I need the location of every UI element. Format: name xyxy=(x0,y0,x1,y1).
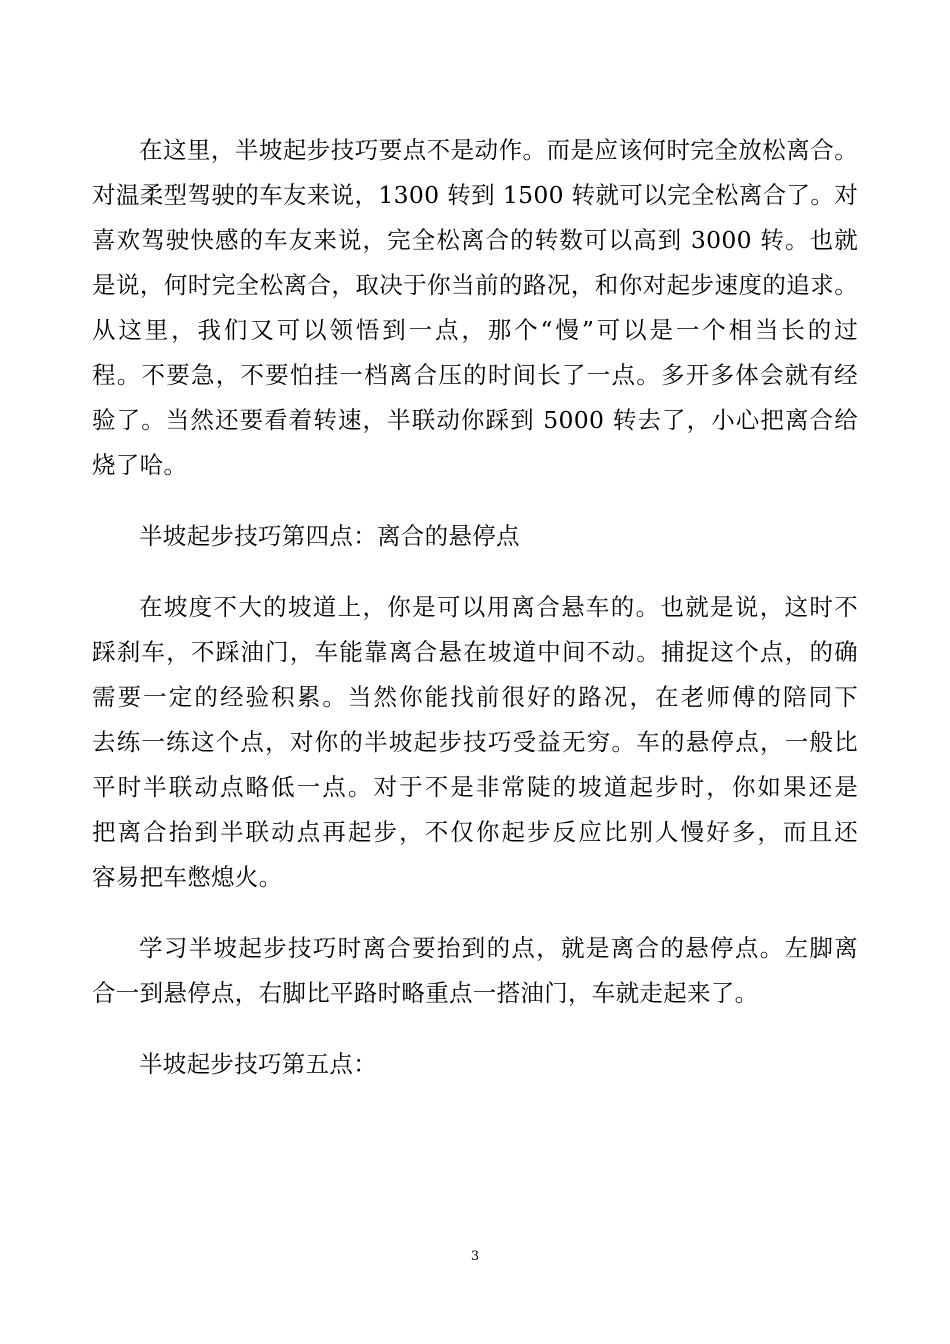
paragraph-hover-point xyxy=(92,585,858,900)
text-line: 踩刹车，不踩油门，车能靠离合悬在坡道中间不动。捕捉这个点，的确 xyxy=(92,638,858,666)
text-line: 学习半坡起步技巧时离合要抬到的点，就是离合的悬停点。左脚离 xyxy=(139,934,858,962)
document-body xyxy=(92,128,858,1113)
text-line: 对温柔型驾驶的车友来说，1300 转到 1500 转就可以完全松离合了。对 xyxy=(92,181,858,209)
text-line: 容易把车憋熄火。 xyxy=(92,863,283,891)
text-line: 程。不要急，不要怕挂一档离合压的时间长了一点。多开多体会就有经 xyxy=(92,361,858,389)
text-line: 把离合抬到半联动点再起步，不仅你起步反应比别人慢好多，而且还 xyxy=(92,818,858,846)
paragraph-clutch-release xyxy=(92,128,858,488)
text-line: 是说，何时完全松离合，取决于你当前的路况，和你对起步速度的追求。 xyxy=(92,271,858,299)
text-line: 喜欢驾驶快感的车友来说，完全松离合的转数可以高到 3000 转。也就 xyxy=(92,226,858,254)
section-heading: 半坡起步技巧第四点：离合的悬停点 xyxy=(139,522,520,550)
text-line: 去练一练这个点，对你的半坡起步技巧受益无穷。车的悬停点，一般比 xyxy=(92,728,858,756)
text-line: 烧了哈。 xyxy=(92,451,188,479)
text-line: 平时半联动点略低一点。对于不是非常陡的坡道起步时，你如果还是 xyxy=(92,773,858,801)
section-heading-point-four xyxy=(92,514,858,559)
text-line: 在这里，半坡起步技巧要点不是动作。而是应该何时完全放松离合。 xyxy=(139,136,858,164)
text-line: 在坡度不大的坡道上，你是可以用离合悬车的。也就是说，这时不 xyxy=(139,593,858,621)
text-line: 验了。当然还要看着转速，半联动你踩到 5000 转去了，小心把离合给 xyxy=(92,406,858,434)
paragraph-hover-point-usage xyxy=(92,926,858,1016)
text-line: 需要一定的经验积累。当然你能找前很好的路况，在老师傅的陪同下 xyxy=(92,683,858,711)
section-heading-point-five xyxy=(92,1042,858,1087)
text-line: 合一到悬停点，右脚比平路时略重点一搭油门，车就走起来了。 xyxy=(92,979,759,1007)
text-line: 从这里，我们又可以领悟到一点，那个“慢”可以是一个相当长的过 xyxy=(92,316,858,344)
section-heading: 半坡起步技巧第五点： xyxy=(139,1050,377,1078)
page-number: 3 xyxy=(470,1249,480,1264)
